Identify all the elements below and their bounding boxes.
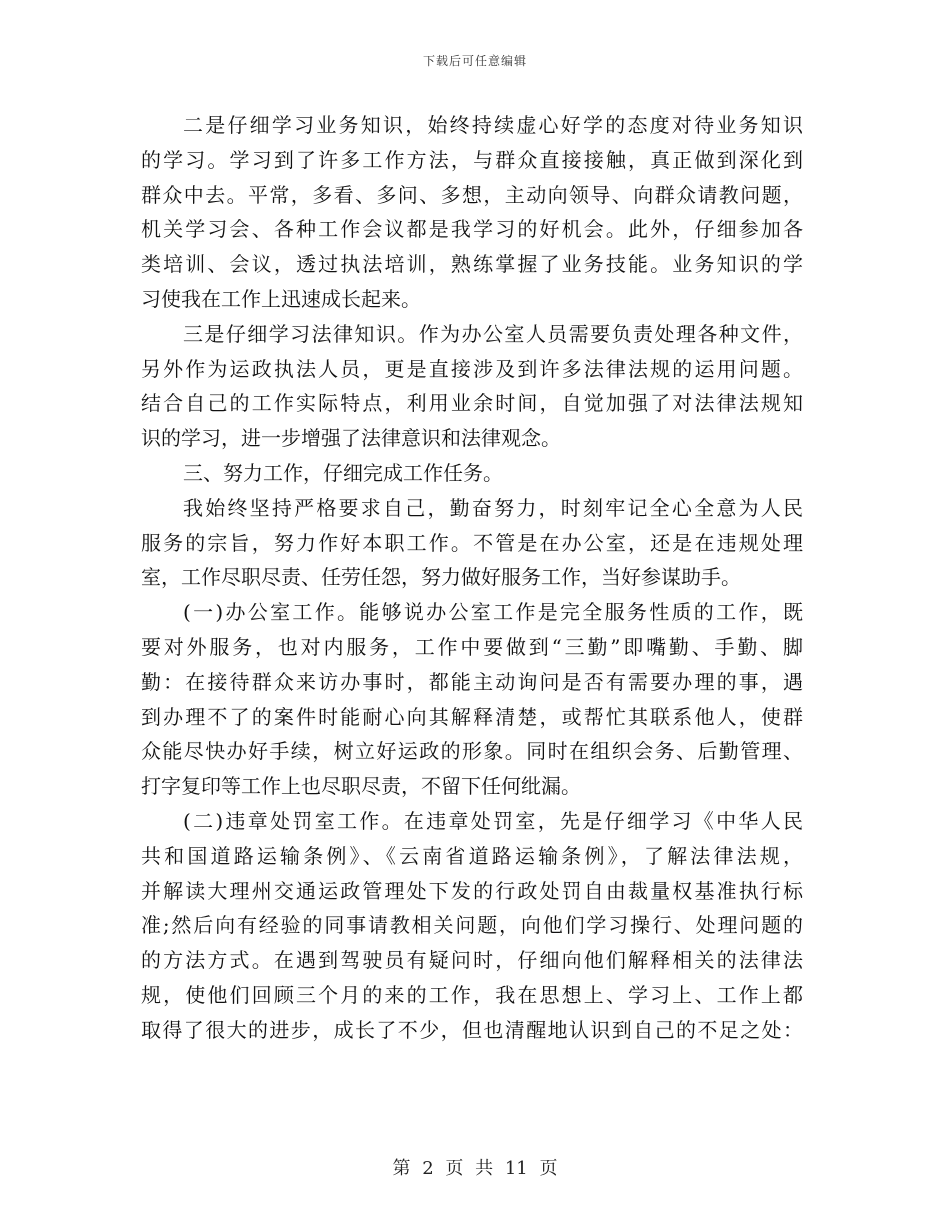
text-line: 准;然后向有经验的同事请教相关问题，向他们学习操行、处理问题的 bbox=[141, 913, 803, 938]
text-line: 规，使他们回顾三个月的来的工作，我在思想上、学习上、工作上都 bbox=[141, 982, 803, 1007]
text-line: 类培训、会议，透过执法培训，熟练掌握了业务技能。业务知识的学 bbox=[141, 252, 803, 277]
text-line: 到办理不了的案件时能耐心向其解释清楚，或帮忙其联系他人，使群 bbox=[141, 704, 803, 729]
text-line: 共和国道路运输条例》、《云南省道路运输条例》，了解法律法规， bbox=[141, 843, 803, 868]
text-line: 勤：在接待群众来访办事时，都能主动询问是否有需要办理的事，遇 bbox=[141, 669, 803, 694]
text-line: 另外作为运政执法人员，更是直接涉及到许多法律法规的运用问题。 bbox=[141, 356, 803, 381]
document-body bbox=[141, 108, 803, 1048]
text-line: 我始终坚持严格要求自己，勤奋努力，时刻牢记全心全意为人民 bbox=[183, 495, 803, 520]
text-line: (二)违章处罚室工作。在违章处罚室，先是仔细学习《中华人民 bbox=[183, 808, 803, 833]
text-line: 室，工作尽职尽责、任劳任怨，努力做好服务工作，当好参谋助手。 bbox=[141, 565, 741, 590]
page-header: 下载后可任意编辑 bbox=[422, 54, 527, 68]
page-footer: 第 2 页 共 11 页 bbox=[392, 1158, 558, 1179]
text-line: 取得了很大的进步，成长了不少，但也清醒地认识到自己的不足之处： bbox=[141, 1017, 803, 1042]
text-line: 要对外服务，也对内服务，工作中要做到“三勤”即嘴勤、手勤、脚 bbox=[141, 634, 803, 659]
text-line: 的学习。学习到了许多工作方法，与群众直接接触，真正做到深化到 bbox=[141, 147, 803, 172]
text-line: 三是仔细学习法律知识。作为办公室人员需要负责处理各种文件， bbox=[183, 321, 803, 346]
text-line: 识的学习，进一步增强了法律意识和法律观念。 bbox=[141, 426, 561, 451]
text-line: (一)办公室工作。能够说办公室工作是完全服务性质的工作，既 bbox=[183, 600, 803, 625]
text-line: 群众中去。平常，多看、多问、多想，主动向领导、向群众请教问题， bbox=[141, 182, 803, 207]
text-line: 机关学习会、各种工作会议都是我学习的好机会。此外，仔细参加各 bbox=[141, 217, 803, 242]
text-line: 并解读大理州交通运政管理处下发的行政处罚自由裁量权基准执行标 bbox=[141, 878, 803, 903]
section-heading: 三、努力工作，仔细完成工作任务。 bbox=[183, 460, 503, 485]
text-line: 众能尽快办好手续，树立好运政的形象。同时在组织会务、后勤管理、 bbox=[141, 739, 803, 764]
text-line: 打字复印等工作上也尽职尽责，不留下任何纰漏。 bbox=[141, 774, 581, 799]
text-line: 的方法方式。在遇到驾驶员有疑问时，仔细向他们解释相关的法律法 bbox=[141, 948, 803, 973]
text-line: 习使我在工作上迅速成长起来。 bbox=[141, 286, 421, 311]
text-line: 二是仔细学习业务知识，始终持续虚心好学的态度对待业务知识 bbox=[183, 113, 803, 137]
text-line: 服务的宗旨，努力作好本职工作。不管是在办公室，还是在违规处理 bbox=[141, 530, 803, 555]
text-line: 结合自己的工作实际特点，利用业余时间，自觉加强了对法律法规知 bbox=[141, 391, 803, 416]
